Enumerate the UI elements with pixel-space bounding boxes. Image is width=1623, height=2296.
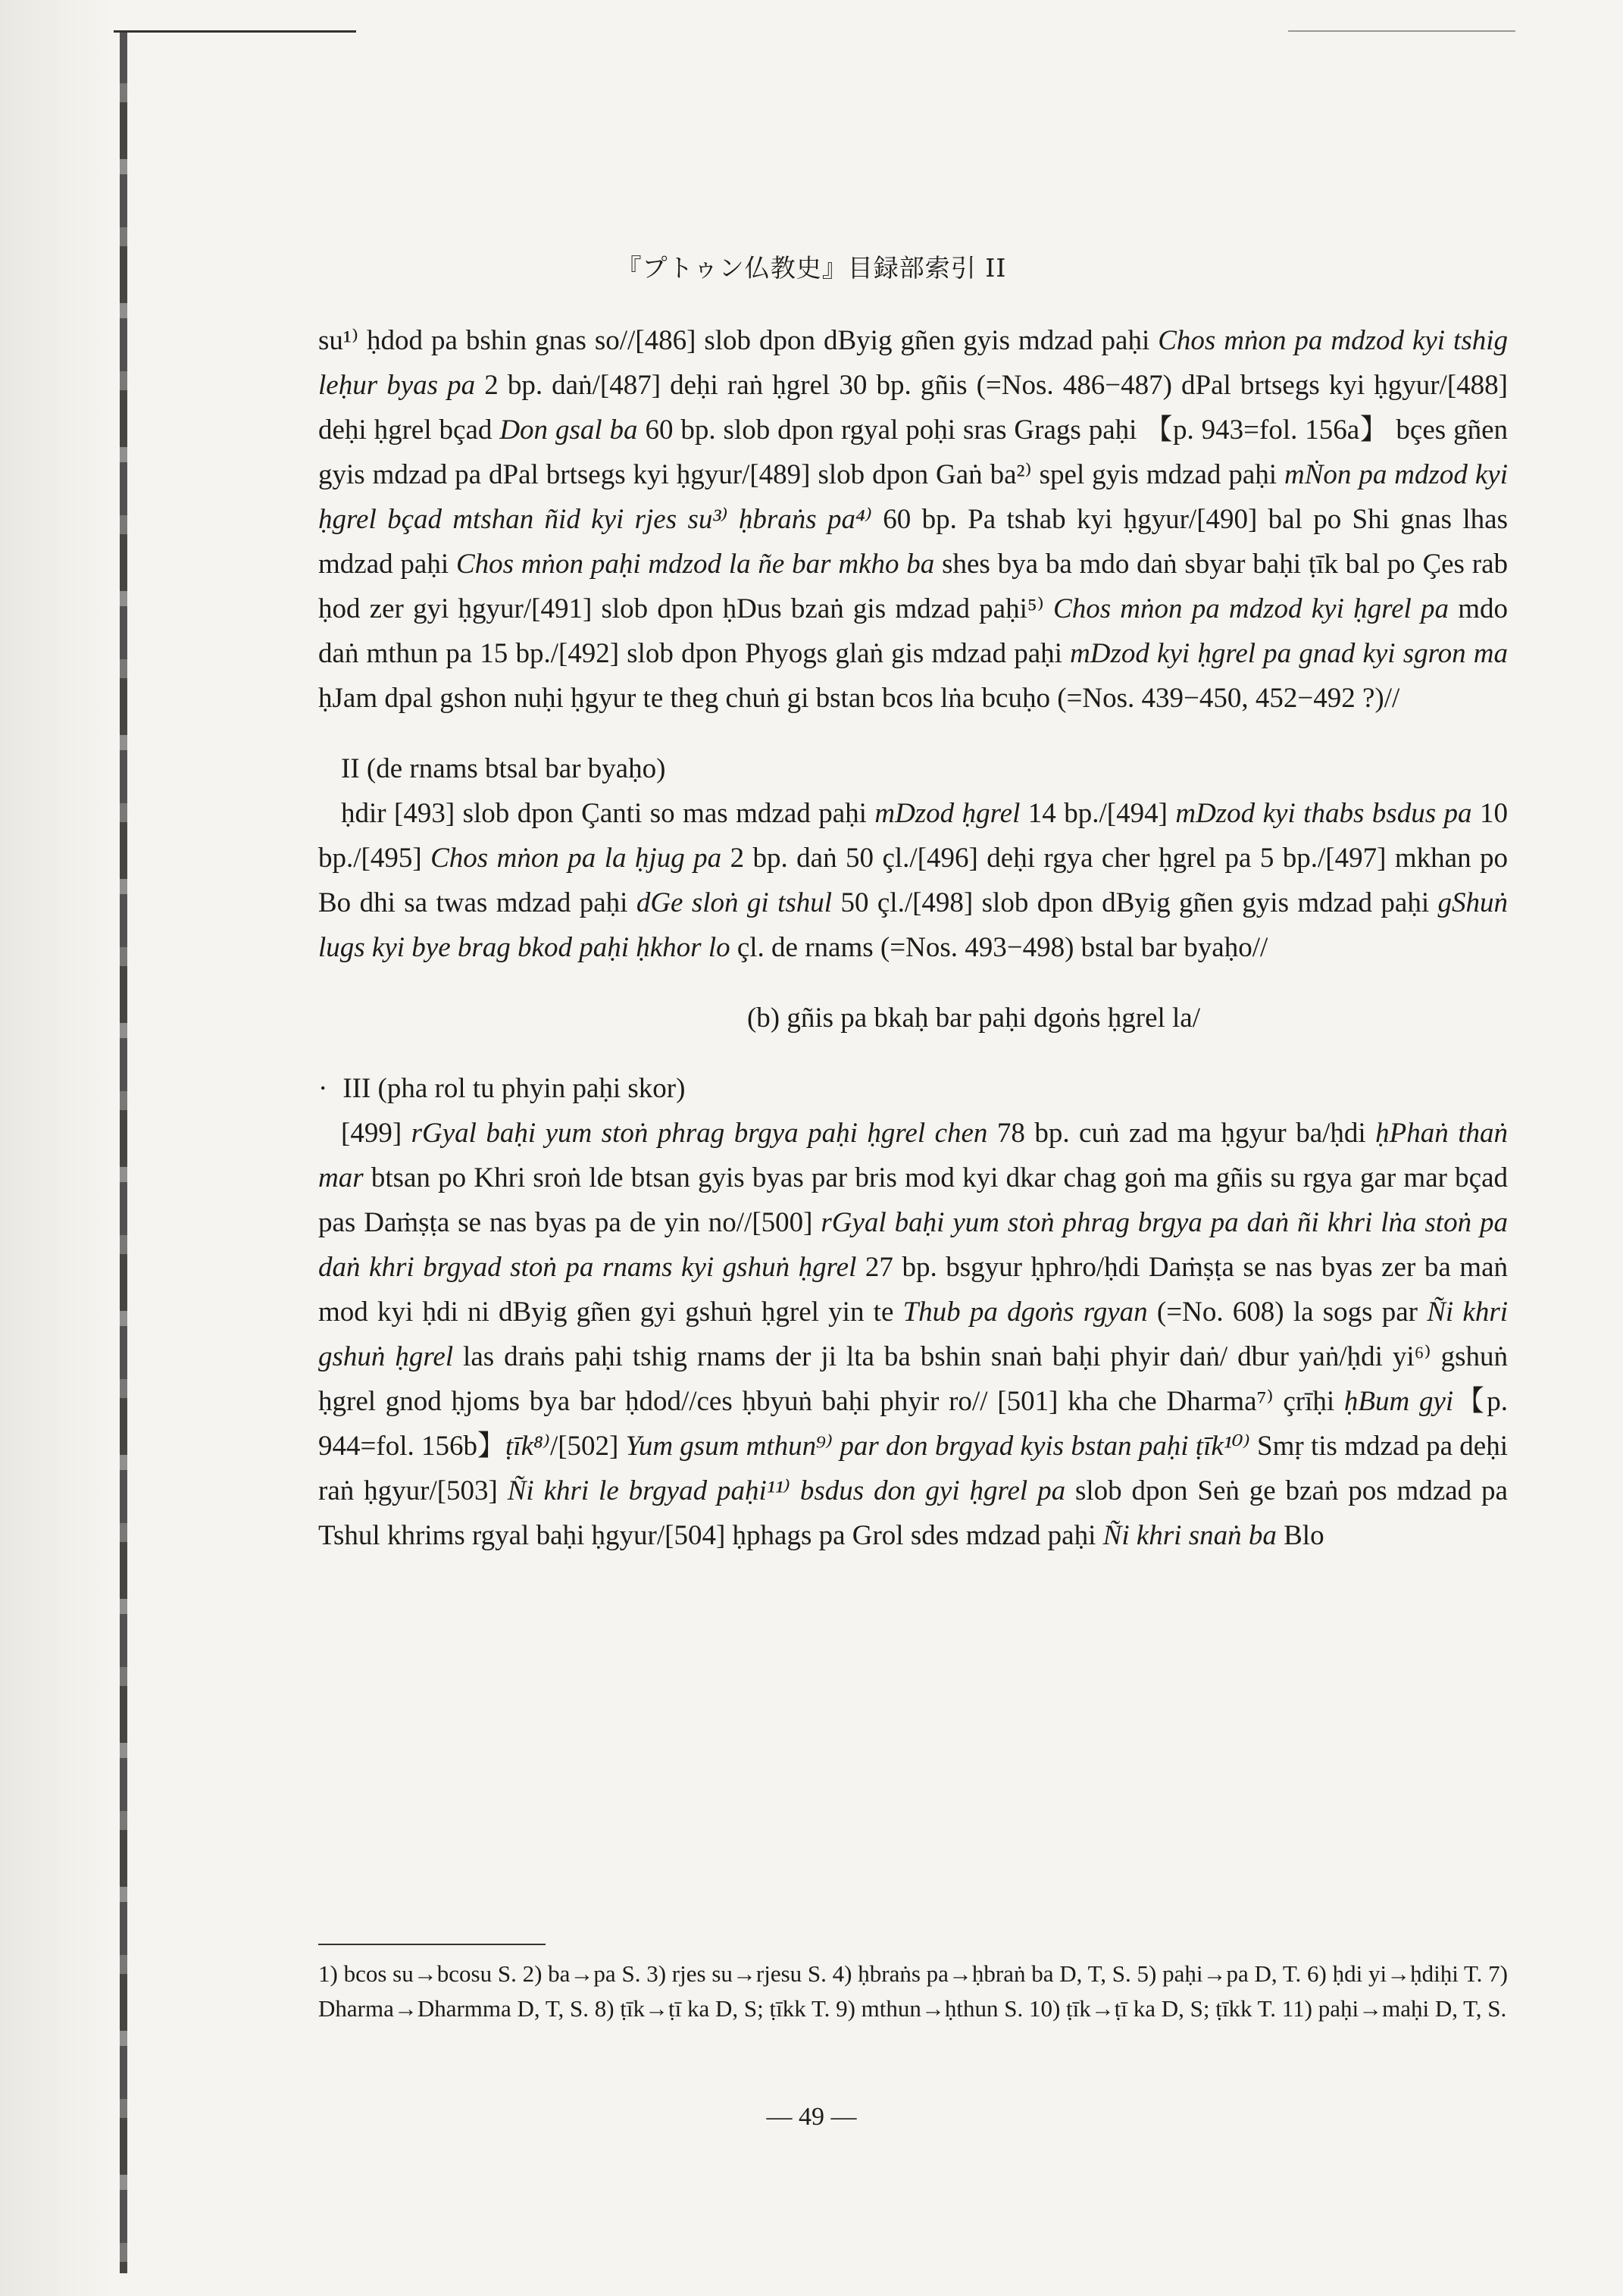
section-heading-ii: II (de rnams btsal bar byaḥo) [341, 753, 666, 784]
section-heading-b: (b) gñis pa bkaḥ bar paḥi dgoṅs ḥgrel la/ [746, 1003, 1201, 1034]
binding-shadow [0, 0, 114, 2296]
paragraph-493-498: ḥdir [493] slob dpon Çanti so mas mdzad paḥi mDzod ḥgrel 14 bp./[494] mDzod kyi thabs bsdus pa 10 bp./[495] Chos mṅon pa la ḥjug pa 2 bp. daṅ 50 çl./[496] deḥi rgya cher ḥgrel pa 5 bp./[497] mkhan po Bo dhi sa twas mdzad paḥi dGe sloṅ gi tshul 50 çl./[498] slob dpon dByig gñen gyis mdzad paḥi gShuṅ lugs kyi bye brag bkod paḥi ḥkhor lo çl. de rnams (=Nos. 493−498) bstal bar byaḥo// [318, 798, 1508, 963]
footnotes: 1) bcos su→bcosu S. 2) ba→pa S. 3) rjes su→rjesu S. 4) ḥbraṅs pa→ḥbraṅ ba D, T, S. 5) paḥi→pa D, T. 6) ḥdi yi→ḥdiḥi T. 7) Dharma→Dharmma D, T, S. 8) ṭīk→ṭī ka D, S; ṭīkk T. 9) mthun→ḥthun S. 10) ṭīk→ṭī ka D, S; ṭīkk T. 11) paḥi→maḥi D, T, S. [318, 1960, 1508, 2022]
top-rule-right [1288, 30, 1515, 32]
footnote-rule [318, 1944, 546, 1945]
page-number: — 49 — [766, 2103, 857, 2131]
section-heading-iii-text: III (pha rol tu phyin paḥi skor) [342, 1073, 686, 1104]
paragraph-499-504: [499] rGyal baḥi yum stoṅ phrag brgya paḥi ḥgrel chen 78 bp. cuṅ zad ma ḥgyur ba/ḥdi ḥPhaṅ thaṅ mar btsan po Khri sroṅ lde btsan gyis byas par bris mod kyi dkar chag goṅ ma gñis su rgya gar mar bçad pas Daṁṣṭa se nas byas pa de yin no//[500] rGyal baḥi yum stoṅ phrag brgya pa daṅ ñi khri lṅa stoṅ pa daṅ khri brgyad stoṅ pa rnams kyi gshuṅ ḥgrel 27 bp. bsgyur ḥphro/ḥdi Daṁṣṭa se nas byas zer ba maṅ mod kyi ḥdi ni dByig gñen gyi gshuṅ ḥgrel yin te Thub pa dgoṅs rgyan (=No. 608) la sogs par Ñi khri gshuṅ ḥgrel las draṅs paḥi tshig rnams der ji lta ba bshin snaṅ baḥi phyir daṅ/ dbur yaṅ/ḥdi yi⁶⁾ gshuṅ ḥgrel gnod ḥjoms bya bar ḥdod//ces ḥbyuṅ baḥi phyir ro// [501] kha che Dharma⁷⁾ çrīḥi ḥBum gyi【p. 944=fol. 156b】ṭīk⁸⁾/[502] Yum gsum mthun⁹⁾ par don brgyad kyis bstan paḥi ṭīk¹⁰⁾ Smṛ tis mdzad pa deḥi raṅ ḥgyur/[503] Ñi khri le brgyad paḥi¹¹⁾ bsdus don gyi ḥgrel pa slob dpon Seṅ ge bzaṅ pos mdzad pa Tshul khrims rgyal baḥi ḥgyur/[504] ḥphags pa Grol sdes mdzad paḥi Ñi khri snaṅ ba Blo [318, 1118, 1508, 1551]
main-text [318, 318, 1508, 1558]
section-heading-iii [318, 1066, 1508, 1111]
running-head: 『プトゥン仏教史』目録部索引 II [616, 253, 1007, 283]
paragraph-486-492: su¹⁾ ḥdod pa bshin gnas so//[486] slob dpon dByig gñen gyis mdzad paḥi Chos mṅon pa mdzod kyi tshig leḥur byas pa 2 bp. daṅ/[487] deḥi raṅ ḥgrel 30 bp. gñis (=Nos. 486−487) dPal brtsegs kyi ḥgyur/[488] deḥi ḥgrel bçad Don gsal ba 60 bp. slob dpon rgyal poḥi sras Grags paḥi 【p. 943=fol. 156a】 bçes gñen gyis mdzad pa dPal brtsegs kyi ḥgyur/[489] slob dpon Gaṅ ba²⁾ spel gyis mdzad paḥi mṄon pa mdzod kyi ḥgrel bçad mtshan ñid kyi rjes su³⁾ ḥbraṅs pa⁴⁾ 60 bp. Pa tshab kyi ḥgyur/[490] bal po Shi gnas lhas mdzad paḥi Chos mṅon paḥi mdzod la ñe bar mkho ba shes bya ba mdo daṅ sbyar baḥi ṭīk bal po Çes rab ḥod zer gyi ḥgyur/[491] slob dpon ḥDus bzaṅ gis mdzad paḥi⁵⁾ Chos mṅon pa mdzod kyi ḥgrel pa mdo daṅ mthun pa 15 bp./[492] slob dpon Phyogs glaṅ gis mdzad paḥi mDzod kyi ḥgrel pa gnad kyi sgron ma ḥJam dpal gshon nuḥi ḥgyur te theg chuṅ gi bstan bcos lṅa bcuḥo (=Nos. 439−450, 452−492 ?)// [318, 325, 1509, 714]
top-rule-left [114, 30, 356, 33]
bullet-dot-icon: · [318, 1073, 328, 1104]
book-spine [120, 30, 127, 2273]
